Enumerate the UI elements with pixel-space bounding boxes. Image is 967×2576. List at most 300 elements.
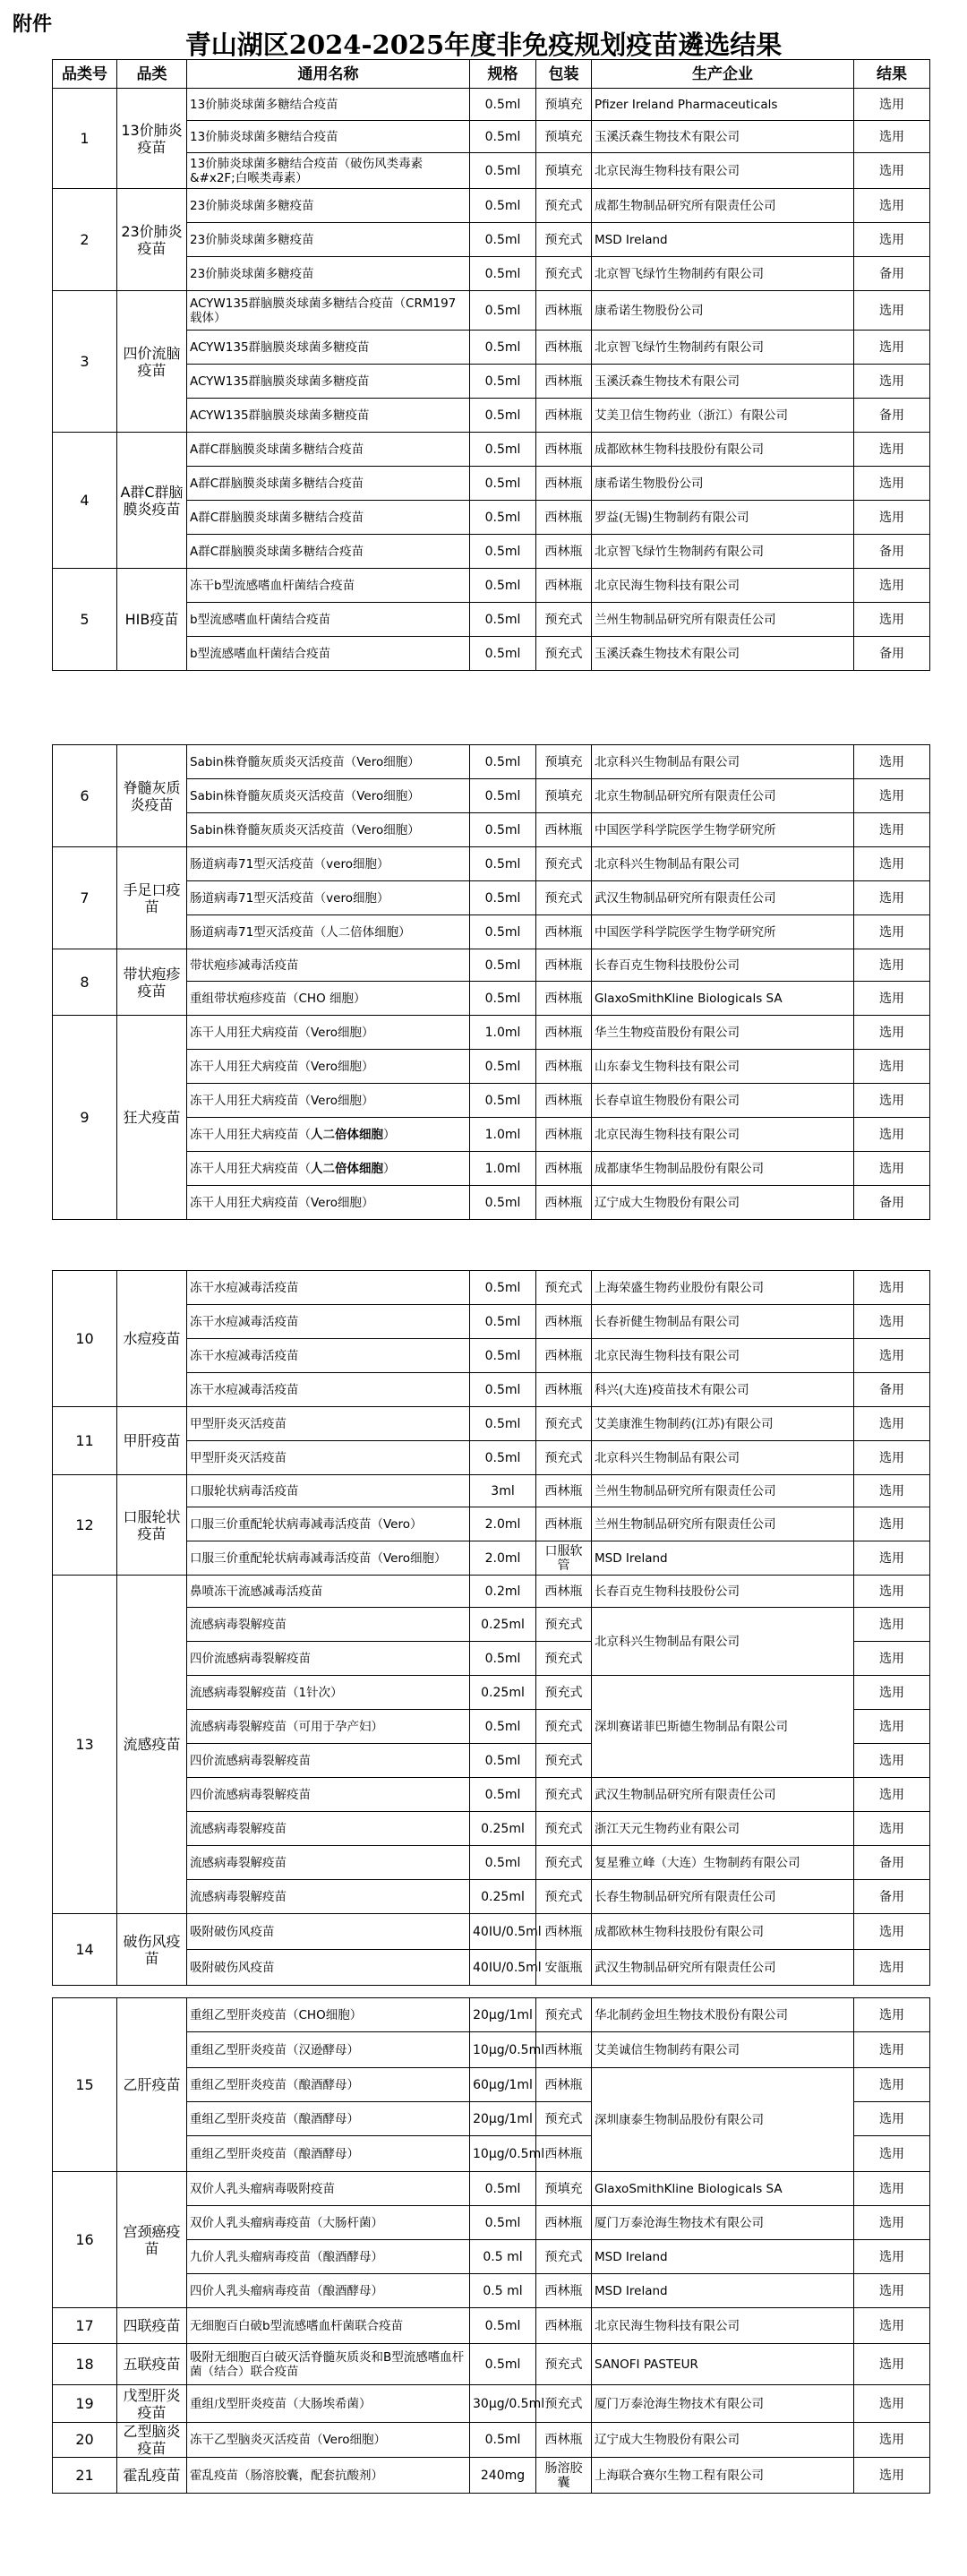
packaging: 预充式 (536, 1880, 592, 1914)
manufacturer: 武汉生物制品研究所有限责任公司 (592, 1950, 854, 1986)
manufacturer: 兰州生物制品研究所有限责任公司 (592, 1475, 854, 1507)
packaging: 西林瓶 (536, 569, 592, 603)
packaging: 肠溶胶囊 (536, 2458, 592, 2494)
packaging: 口服软管 (536, 1541, 592, 1576)
column-header: 结果 (854, 60, 930, 89)
packaging: 西林瓶 (536, 535, 592, 569)
generic-name: 重组乙型肝炎疫苗（汉逊酵母） (187, 2032, 470, 2068)
category-name: 口服轮状疫苗 (117, 1475, 187, 1576)
generic-name: 23价肺炎球菌多糖疫苗 (187, 223, 470, 257)
category-number: 2 (53, 189, 117, 291)
selection-result: 选用 (854, 2308, 930, 2344)
packaging: 西林瓶 (536, 1016, 592, 1050)
manufacturer: GlaxoSmithKline Biologicals SA (592, 2172, 854, 2206)
generic-name: 吸附无细胞百白破灭活脊髓灰质炎和B型流感嗜血杆菌（结合）联合疫苗 (187, 2344, 470, 2385)
category-number: 17 (53, 2308, 117, 2344)
specification: 0.5ml (470, 1050, 536, 1084)
packaging: 预充式 (536, 1608, 592, 1642)
category-name: 脊髓灰质炎疫苗 (117, 745, 187, 847)
selection-result: 选用 (854, 813, 930, 847)
specification: 0.5ml (470, 569, 536, 603)
generic-name: 重组乙型肝炎疫苗（酿酒酵母） (187, 2068, 470, 2102)
specification: 0.25ml (470, 1812, 536, 1846)
selection-result: 选用 (854, 2344, 930, 2385)
packaging: 西林瓶 (536, 365, 592, 399)
generic-name: 重组乙型肝炎疫苗（酿酒酵母） (187, 2136, 470, 2172)
manufacturer: 长春百克生物科技股份公司 (592, 949, 854, 982)
category-number: 16 (53, 2172, 117, 2308)
specification: 0.5ml (470, 365, 536, 399)
manufacturer: 中国医学科学院医学生物学研究所 (592, 813, 854, 847)
manufacturer: 武汉生物制品研究所有限责任公司 (592, 881, 854, 915)
packaging: 西林瓶 (536, 1507, 592, 1541)
selection-result: 备用 (854, 257, 930, 291)
generic-name: 九价人乳头瘤病毒疫苗（酿酒酵母） (187, 2240, 470, 2274)
generic-name: 带状疱疹减毒活疫苗 (187, 949, 470, 982)
table-row (53, 1016, 930, 1050)
generic-name: ACYW135群脑膜炎球菌多糖结合疫苗（CRM197载体） (187, 291, 470, 331)
selection-result: 选用 (854, 2240, 930, 2274)
manufacturer: 华北制药金坦生物技术股份有限公司 (592, 1998, 854, 2032)
manufacturer: 艾美康淮生物制药(江苏)有限公司 (592, 1407, 854, 1441)
specification: 0.5ml (470, 1846, 536, 1880)
category-name: 23价肺炎疫苗 (117, 189, 187, 291)
manufacturer: Pfizer Ireland Pharmaceuticals (592, 89, 854, 121)
category-name: 五联疫苗 (117, 2344, 187, 2385)
generic-name: 13价肺炎球菌多糖结合疫苗 (187, 89, 470, 121)
generic-name: 口服三价重配轮状病毒减毒活疫苗（Vero细胞） (187, 1541, 470, 1576)
selection-result: 选用 (854, 223, 930, 257)
specification: 1.0ml (470, 1118, 536, 1152)
category-name: 霍乱疫苗 (117, 2458, 187, 2494)
generic-name (187, 1152, 470, 1186)
table-row (53, 2423, 930, 2458)
manufacturer: 玉溪沃森生物技术有限公司 (592, 365, 854, 399)
column-header: 品类 (117, 60, 187, 89)
selection-result: 选用 (854, 949, 930, 982)
selection-result: 选用 (854, 189, 930, 223)
selection-result: 选用 (854, 1084, 930, 1118)
generic-name: ACYW135群脑膜炎球菌多糖疫苗 (187, 365, 470, 399)
selection-result: 选用 (854, 121, 930, 153)
specification: 0.5ml (470, 982, 536, 1016)
manufacturer: MSD Ireland (592, 2274, 854, 2308)
selection-result: 选用 (854, 1998, 930, 2032)
generic-name: b型流感嗜血杆菌结合疫苗 (187, 637, 470, 671)
category-name: A群C群脑膜炎疫苗 (117, 433, 187, 569)
selection-result: 选用 (854, 847, 930, 881)
table-row (53, 2458, 930, 2494)
manufacturer: 北京民海生物科技有限公司 (592, 2308, 854, 2344)
packaging: 预充式 (536, 1998, 592, 2032)
selection-result: 选用 (854, 2274, 930, 2308)
generic-name: 四价流感病毒裂解疫苗 (187, 1744, 470, 1778)
packaging: 预充式 (536, 257, 592, 291)
selection-result: 选用 (854, 1339, 930, 1373)
specification: 1.0ml (470, 1152, 536, 1186)
generic-name-tail: ） (383, 1161, 396, 1176)
manufacturer: 兰州生物制品研究所有限责任公司 (592, 1507, 854, 1541)
specification: 0.5ml (470, 1441, 536, 1475)
vaccine-table-3 (52, 1270, 930, 1986)
specification: 0.5ml (470, 257, 536, 291)
selection-result: 备用 (854, 535, 930, 569)
packaging: 安瓿瓶 (536, 1950, 592, 1986)
packaging: 预充式 (536, 1744, 592, 1778)
packaging: 预填充 (536, 2172, 592, 2206)
selection-result: 备用 (854, 1373, 930, 1407)
selection-result: 选用 (854, 603, 930, 637)
specification: 0.5ml (470, 745, 536, 779)
manufacturer: 北京民海生物科技有限公司 (592, 1339, 854, 1373)
packaging: 西林瓶 (536, 501, 592, 535)
generic-name: 23价肺炎球菌多糖疫苗 (187, 189, 470, 223)
specification: 0.5ml (470, 1642, 536, 1676)
packaging: 预充式 (536, 1642, 592, 1676)
selection-result: 选用 (854, 1441, 930, 1475)
manufacturer: 上海联合赛尔生物工程有限公司 (592, 2458, 854, 2494)
category-name: 破伤风疫苗 (117, 1914, 187, 1986)
specification: 0.5 ml (470, 2274, 536, 2308)
specification: 0.5ml (470, 153, 536, 189)
generic-name: 甲型肝炎灭活疫苗 (187, 1441, 470, 1475)
specification: 0.25ml (470, 1676, 536, 1710)
packaging: 预充式 (536, 223, 592, 257)
packaging: 西林瓶 (536, 813, 592, 847)
category-number: 20 (53, 2423, 117, 2458)
selection-result: 备用 (854, 1186, 930, 1220)
specification: 240mg (470, 2458, 536, 2494)
selection-result: 选用 (854, 569, 930, 603)
specification: 60μg/1ml (470, 2068, 536, 2102)
packaging: 西林瓶 (536, 949, 592, 982)
category-number: 13 (53, 1576, 117, 1914)
table-row (53, 1914, 930, 1950)
generic-name: 肠道病毒71型灭活疫苗（vero细胞） (187, 881, 470, 915)
manufacturer: 北京科兴生物制品有限公司 (592, 1441, 854, 1475)
generic-name: Sabin株脊髓灰质炎灭活疫苗（Vero细胞） (187, 813, 470, 847)
specification: 0.5ml (470, 1084, 536, 1118)
packaging: 预填充 (536, 121, 592, 153)
packaging: 预充式 (536, 1778, 592, 1812)
specification: 0.5ml (470, 813, 536, 847)
packaging: 预填充 (536, 153, 592, 189)
manufacturer: 山东泰戈生物科技有限公司 (592, 1050, 854, 1084)
generic-name: 流感病毒裂解疫苗（可用于孕产妇） (187, 1710, 470, 1744)
manufacturer: 康希诺生物股份公司 (592, 291, 854, 331)
selection-result: 选用 (854, 2385, 930, 2423)
selection-result: 选用 (854, 1050, 930, 1084)
vaccine-table-1 (52, 59, 930, 671)
category-name: 宫颈癌疫苗 (117, 2172, 187, 2308)
category-number: 21 (53, 2458, 117, 2494)
specification: 20μg/1ml (470, 1998, 536, 2032)
manufacturer: 科兴(大连)疫苗技术有限公司 (592, 1373, 854, 1407)
manufacturer: 北京民海生物科技有限公司 (592, 569, 854, 603)
manufacturer: 华兰生物疫苗股份有限公司 (592, 1016, 854, 1050)
specification: 0.5ml (470, 89, 536, 121)
packaging: 预填充 (536, 745, 592, 779)
generic-name: 四价流感病毒裂解疫苗 (187, 1778, 470, 1812)
selection-result: 选用 (854, 1778, 930, 1812)
generic-name: 流感病毒裂解疫苗 (187, 1880, 470, 1914)
table-row (53, 189, 930, 223)
generic-name: 冻干人用狂犬病疫苗（Vero细胞） (187, 1084, 470, 1118)
manufacturer: 长春生物制品研究所有限责任公司 (592, 1880, 854, 1914)
table-row (53, 2344, 930, 2385)
generic-name: 冻干人用狂犬病疫苗（Vero细胞） (187, 1050, 470, 1084)
specification: 20μg/1ml (470, 2102, 536, 2136)
packaging: 西林瓶 (536, 915, 592, 949)
generic-name: 13价肺炎球菌多糖结合疫苗（破伤风类毒素&#x2F;白喉类毒素） (187, 153, 470, 189)
category-name: 四价流脑疫苗 (117, 291, 187, 433)
generic-name: ACYW135群脑膜炎球菌多糖疫苗 (187, 399, 470, 433)
generic-name: b型流感嗜血杆菌结合疫苗 (187, 603, 470, 637)
manufacturer: 成都欧林生物科技股份有限公司 (592, 1914, 854, 1950)
generic-name: 冻干水痘减毒活疫苗 (187, 1305, 470, 1339)
specification: 1.0ml (470, 1016, 536, 1050)
generic-name-text: 冻干人用狂犬病疫苗（ (190, 1127, 311, 1142)
specification: 0.25ml (470, 1880, 536, 1914)
table-row (53, 2308, 930, 2344)
generic-name: 冻干b型流感嗜血杆菌结合疫苗 (187, 569, 470, 603)
column-header: 包装 (536, 60, 592, 89)
specification: 0.5ml (470, 779, 536, 813)
specification: 0.5ml (470, 1744, 536, 1778)
manufacturer: MSD Ireland (592, 2240, 854, 2274)
generic-name: A群C群脑膜炎球菌多糖结合疫苗 (187, 535, 470, 569)
manufacturer: 长春百克生物科技股份公司 (592, 1576, 854, 1608)
generic-name: Sabin株脊髓灰质炎灭活疫苗（Vero细胞） (187, 745, 470, 779)
specification: 0.5ml (470, 189, 536, 223)
manufacturer: 北京民海生物科技有限公司 (592, 1118, 854, 1152)
generic-name: 冻干乙型脑炎灭活疫苗（Vero细胞） (187, 2423, 470, 2458)
specification: 0.5ml (470, 1373, 536, 1407)
generic-name: A群C群脑膜炎球菌多糖结合疫苗 (187, 433, 470, 467)
selection-result: 选用 (854, 2458, 930, 2494)
generic-name: 流感病毒裂解疫苗 (187, 1608, 470, 1642)
selection-result: 选用 (854, 2102, 930, 2136)
selection-result: 选用 (854, 467, 930, 501)
selection-result: 选用 (854, 1812, 930, 1846)
packaging: 西林瓶 (536, 433, 592, 467)
generic-name: 流感病毒裂解疫苗 (187, 1846, 470, 1880)
packaging: 西林瓶 (536, 2274, 592, 2308)
selection-result: 选用 (854, 881, 930, 915)
generic-name: 无细胞百白破b型流感嗜血杆菌联合疫苗 (187, 2308, 470, 2344)
category-number: 1 (53, 89, 117, 189)
selection-result: 选用 (854, 2136, 930, 2172)
selection-result: 备用 (854, 1846, 930, 1880)
packaging: 西林瓶 (536, 331, 592, 365)
generic-name: 重组戊型肝炎疫苗（大肠埃希菌） (187, 2385, 470, 2423)
selection-result: 备用 (854, 637, 930, 671)
specification: 0.5 ml (470, 2240, 536, 2274)
generic-name: A群C群脑膜炎球菌多糖结合疫苗 (187, 501, 470, 535)
manufacturer: 玉溪沃森生物技术有限公司 (592, 637, 854, 671)
packaging: 预充式 (536, 1676, 592, 1710)
specification: 0.5ml (470, 535, 536, 569)
generic-name: 冻干人用狂犬病疫苗（Vero细胞） (187, 1016, 470, 1050)
generic-name: 冻干人用狂犬病疫苗（Vero细胞） (187, 1186, 470, 1220)
packaging: 预充式 (536, 603, 592, 637)
selection-result: 选用 (854, 2423, 930, 2458)
category-number: 9 (53, 1016, 117, 1220)
specification: 0.5ml (470, 603, 536, 637)
packaging: 西林瓶 (536, 1186, 592, 1220)
manufacturer: 辽宁成大生物股份有限公司 (592, 2423, 854, 2458)
packaging: 西林瓶 (536, 982, 592, 1016)
specification: 0.5ml (470, 223, 536, 257)
selection-result: 备用 (854, 1880, 930, 1914)
table-row (53, 1271, 930, 1305)
packaging: 西林瓶 (536, 1305, 592, 1339)
manufacturer: 北京智飞绿竹生物制药有限公司 (592, 257, 854, 291)
selection-result: 选用 (854, 1475, 930, 1507)
manufacturer: 成都康华生物制品股份有限公司 (592, 1152, 854, 1186)
packaging: 西林瓶 (536, 399, 592, 433)
selection-result: 选用 (854, 1710, 930, 1744)
packaging: 预充式 (536, 1407, 592, 1441)
category-number: 12 (53, 1475, 117, 1576)
packaging: 西林瓶 (536, 1118, 592, 1152)
packaging: 西林瓶 (536, 1373, 592, 1407)
specification: 0.5ml (470, 1271, 536, 1305)
table-row (53, 89, 930, 121)
table-row (53, 1475, 930, 1507)
manufacturer: 北京科兴生物制品有限公司 (592, 745, 854, 779)
selection-result: 选用 (854, 365, 930, 399)
category-name: 甲肝疫苗 (117, 1407, 187, 1475)
manufacturer: MSD Ireland (592, 1541, 854, 1576)
specification: 0.5ml (470, 1778, 536, 1812)
generic-name: 冻干水痘减毒活疫苗 (187, 1373, 470, 1407)
manufacturer: 康希诺生物股份公司 (592, 467, 854, 501)
generic-name-bold: 人二倍体细胞 (311, 1161, 383, 1176)
category-name: 手足口疫苗 (117, 847, 187, 949)
packaging: 预充式 (536, 189, 592, 223)
selection-result: 选用 (854, 153, 930, 189)
selection-result: 选用 (854, 1271, 930, 1305)
generic-name: 重组带状疱疹疫苗（CHO 细胞） (187, 982, 470, 1016)
manufacturer: 罗益(无锡)生物制药有限公司 (592, 501, 854, 535)
table-row (53, 1576, 930, 1608)
packaging: 西林瓶 (536, 2308, 592, 2344)
specification: 0.5ml (470, 331, 536, 365)
specification: 0.5ml (470, 915, 536, 949)
selection-result: 备用 (854, 399, 930, 433)
packaging: 西林瓶 (536, 1050, 592, 1084)
manufacturer: 北京科兴生物制品有限公司 (592, 847, 854, 881)
category-name: 四联疫苗 (117, 2308, 187, 2344)
generic-name: 双价人乳头瘤病毒吸附疫苗 (187, 2172, 470, 2206)
category-name: 乙肝疫苗 (117, 1998, 187, 2172)
packaging: 预充式 (536, 637, 592, 671)
specification: 0.5ml (470, 121, 536, 153)
specification: 3ml (470, 1475, 536, 1507)
category-name: 水痘疫苗 (117, 1271, 187, 1407)
page-title: 青山湖区2024-2025年度非免疫规划疫苗遴选结果 (184, 30, 783, 60)
category-name: 狂犬疫苗 (117, 1016, 187, 1220)
generic-name-bold: 人二倍体细胞 (311, 1127, 383, 1142)
category-name: 流感疫苗 (117, 1576, 187, 1914)
category-number: 7 (53, 847, 117, 949)
manufacturer: 玉溪沃森生物技术有限公司 (592, 121, 854, 153)
table-row (53, 2172, 930, 2206)
generic-name: 四价流感病毒裂解疫苗 (187, 1642, 470, 1676)
manufacturer: 成都欧林生物科技股份有限公司 (592, 433, 854, 467)
manufacturer: 中国医学科学院医学生物学研究所 (592, 915, 854, 949)
selection-result: 选用 (854, 1118, 930, 1152)
selection-result: 选用 (854, 982, 930, 1016)
table-row (53, 291, 930, 331)
specification: 0.5ml (470, 291, 536, 331)
column-header: 品类号 (53, 60, 117, 89)
specification: 0.5ml (470, 399, 536, 433)
packaging: 预充式 (536, 2385, 592, 2423)
specification: 0.5ml (470, 1305, 536, 1339)
table-header-row (53, 60, 930, 89)
generic-name: Sabin株脊髓灰质炎灭活疫苗（Vero细胞） (187, 779, 470, 813)
packaging: 西林瓶 (536, 2032, 592, 2068)
selection-result: 选用 (854, 1950, 930, 1986)
selection-result: 选用 (854, 1914, 930, 1950)
category-number: 5 (53, 569, 117, 671)
manufacturer: 北京科兴生物制品有限公司 (592, 1608, 854, 1676)
selection-result: 选用 (854, 1576, 930, 1608)
packaging: 预填充 (536, 779, 592, 813)
table-row (53, 2385, 930, 2423)
packaging: 西林瓶 (536, 1152, 592, 1186)
table-row (53, 569, 930, 603)
manufacturer: 厦门万泰沧海生物技术有限公司 (592, 2206, 854, 2240)
selection-result: 选用 (854, 779, 930, 813)
packaging: 西林瓶 (536, 1084, 592, 1118)
generic-name: ACYW135群脑膜炎球菌多糖疫苗 (187, 331, 470, 365)
selection-result: 选用 (854, 2032, 930, 2068)
selection-result: 选用 (854, 915, 930, 949)
specification: 2.0ml (470, 1541, 536, 1576)
table-row (53, 949, 930, 982)
manufacturer: SANOFI PASTEUR (592, 2344, 854, 2385)
selection-result: 选用 (854, 291, 930, 331)
packaging: 预充式 (536, 1846, 592, 1880)
category-name: 带状疱疹疫苗 (117, 949, 187, 1016)
generic-name-tail: ） (383, 1127, 396, 1142)
generic-name: 吸附破伤风疫苗 (187, 1914, 470, 1950)
category-number: 18 (53, 2344, 117, 2385)
manufacturer: 北京民海生物科技有限公司 (592, 153, 854, 189)
generic-name: 口服三价重配轮状病毒减毒活疫苗（Vero） (187, 1507, 470, 1541)
column-header: 生产企业 (592, 60, 854, 89)
specification: 0.5ml (470, 847, 536, 881)
specification: 2.0ml (470, 1507, 536, 1541)
specification: 0.5ml (470, 2206, 536, 2240)
packaging: 西林瓶 (536, 2068, 592, 2102)
category-number: 11 (53, 1407, 117, 1475)
packaging: 预充式 (536, 2240, 592, 2274)
attachment-label: 附件 (13, 13, 53, 36)
packaging: 西林瓶 (536, 1576, 592, 1608)
packaging: 西林瓶 (536, 1475, 592, 1507)
generic-name: 流感病毒裂解疫苗 (187, 1812, 470, 1846)
generic-name: 重组乙型肝炎疫苗（酿酒酵母） (187, 2102, 470, 2136)
specification: 0.5ml (470, 2344, 536, 2385)
packaging: 预填充 (536, 89, 592, 121)
manufacturer: 深圳康泰生物制品股份有限公司 (592, 2068, 854, 2172)
column-header: 规格 (470, 60, 536, 89)
generic-name (187, 1118, 470, 1152)
